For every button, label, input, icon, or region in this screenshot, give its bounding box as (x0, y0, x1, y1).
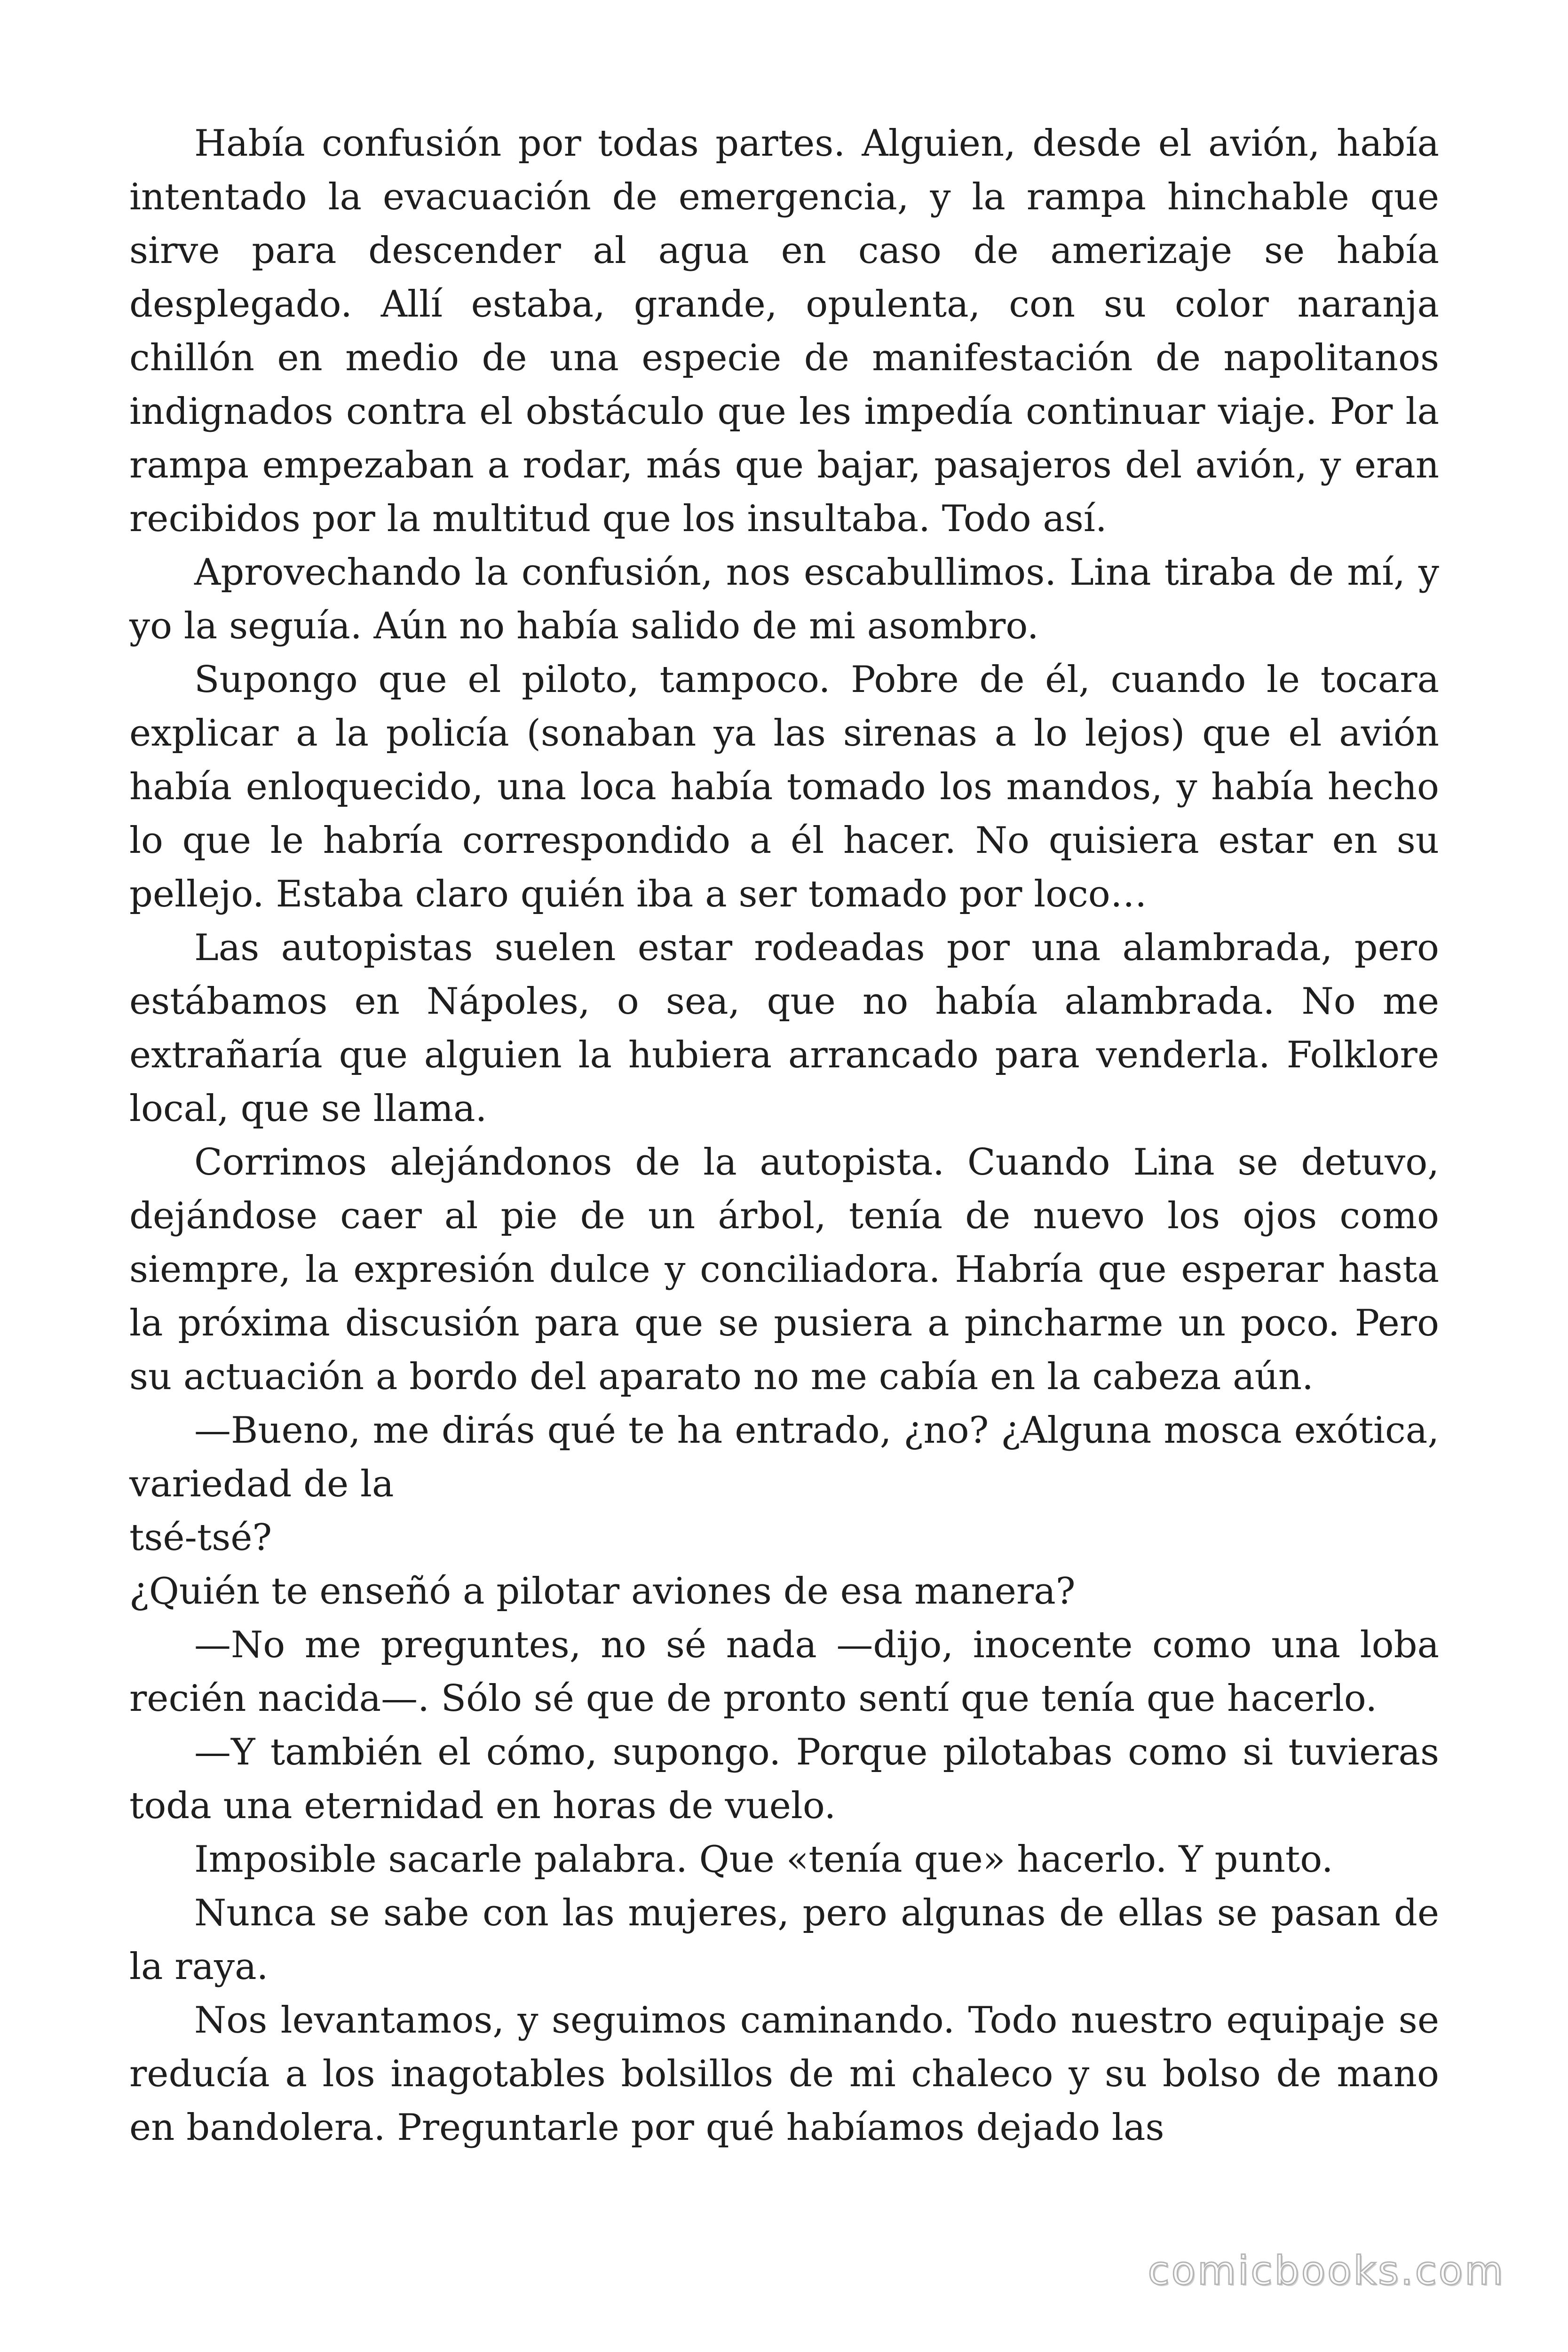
paragraph-6: —Bueno, me dirás qué te ha entrado, ¿no? ¿Alguna mosca exótica, variedad de la (129, 1409, 1439, 1505)
watermark-logo: comicbooks.com (1148, 2248, 1505, 2294)
paragraph-8: ¿Quién te enseñó a pilotar aviones de esa manera? (129, 1570, 1076, 1613)
paragraph-9: —No me preguntes, no sé nada —dijo, inocente como una loba recién nacida—. Sólo sé que de pronto sentí que tenía que hacerlo. (129, 1624, 1439, 1720)
paragraph-5: Corrimos alejándonos de la autopista. Cuando Lina se detuvo, dejándose caer al pie de un árbol, tenía de nuevo los ojos como siempre, la expresión dulce y conciliadora. Habría que esperar hasta la próxima discusión para que se pusiera a pincharme un poco. Pero su actuación a bordo del aparato no me cabía en la cabeza aún. (129, 1141, 1439, 1398)
paragraph-2: Aprovechando la confusión, nos escabullimos. Lina tiraba de mí, y yo la seguía. Aún no había salido de mi asombro. (129, 551, 1439, 647)
paragraph-1: Había confusión por todas partes. Alguien, desde el avión, había intentado la evacuación de emergencia, y la rampa hinchable que sirve para descender al agua en caso de amerizaje se había desplegado. Allí estaba, grande, opulenta, con su color naranja chillón en medio de una especie de manifestación de napolitanos indignados contra el obstáculo que les impedía continuar viaje. Por la rampa empezaban a rodar, más que bajar, pasajeros del avión, y eran recibidos por la multitud que los insultaba. Todo así. (129, 122, 1439, 540)
paragraph-7: tsé-tsé? (129, 1517, 272, 1559)
paragraph-11: Imposible sacarle palabra. Que «tenía que» hacerlo. Y punto. (194, 1838, 1333, 1881)
paragraph-10: —Y también el cómo, supongo. Porque pilotabas como si tuvieras toda una eternidad en horas de vuelo. (129, 1731, 1439, 1827)
paragraph-4: Las autopistas suelen estar rodeadas por una alambrada, pero estábamos en Nápoles, o sea, que no había alambrada. No me extrañaría que alguien la hubiera arrancado para venderla. Folklore local, que se llama. (129, 927, 1439, 1130)
paragraph-3: Supongo que el piloto, tampoco. Pobre de él, cuando le tocara explicar a la policía (sonaban ya las sirenas a lo lejos) que el avión había enloquecido, una loca había tomado los mandos, y había hecho lo que le habría correspondido a él hacer. No quisiera estar en su pellejo. Estaba claro quién iba a ser tomado por loco… (129, 659, 1439, 915)
body-text (129, 117, 1439, 2154)
paragraph-12: Nunca se sabe con las mujeres, pero algunas de ellas se pasan de la raya. (129, 1892, 1439, 1988)
paragraph-13: Nos levantamos, y seguimos caminando. Todo nuestro equipaje se reducía a los inagotables bolsillos de mi chaleco y su bolso de mano en bandolera. Preguntarle por qué habíamos dejado las (129, 1999, 1439, 2149)
